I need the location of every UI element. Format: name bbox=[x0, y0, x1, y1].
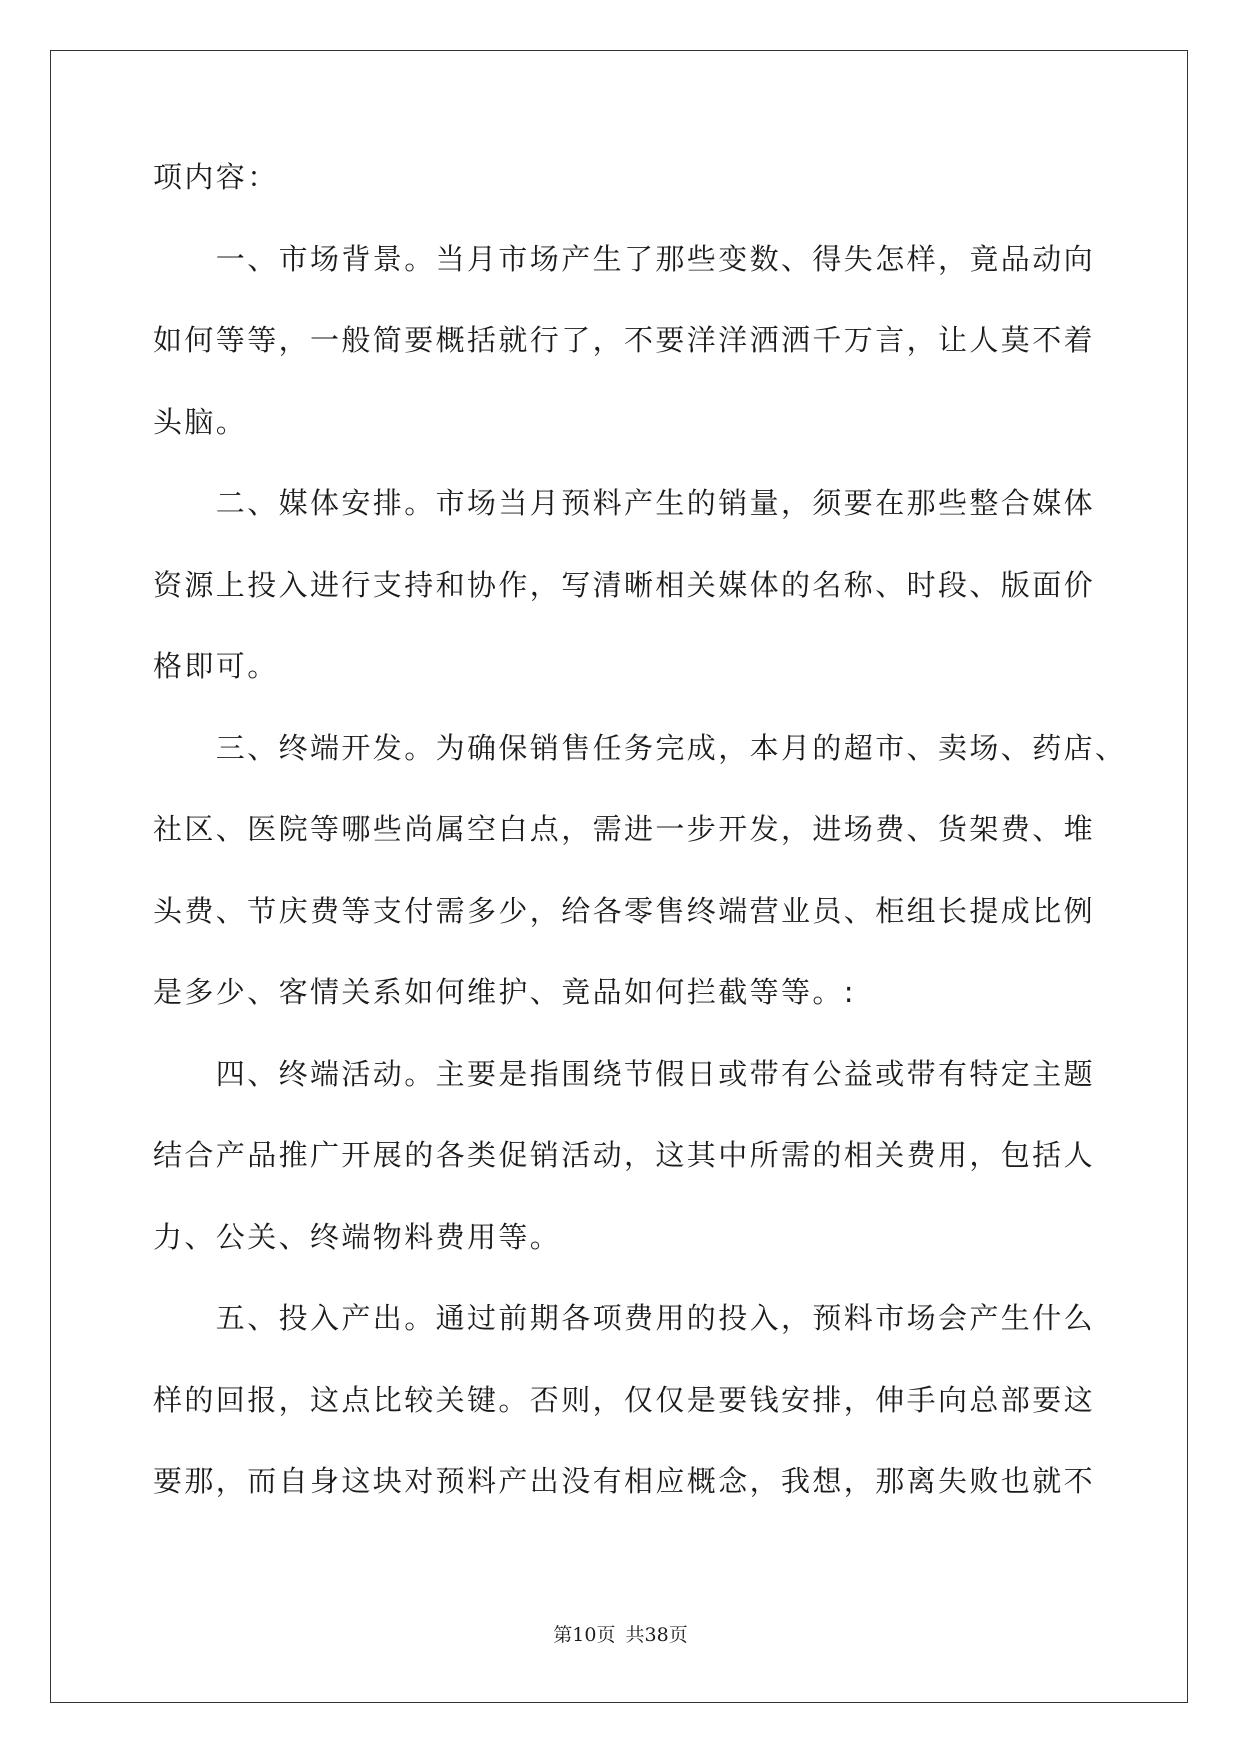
text-line: 格即可。 bbox=[153, 649, 279, 683]
text-line: 社区、医院等哪些尚属空白点，需进一步开发，进场费、货架费、堆 bbox=[153, 812, 1096, 846]
text-line: 二、媒体安排。市场当月预料产生的销量，须要在那些整合媒体 bbox=[153, 486, 1096, 520]
page-total: 共38页 bbox=[625, 1624, 688, 1646]
page-footer bbox=[0, 1620, 1241, 1647]
text-line: 头费、节庆费等支付需多少，给各零售终端营业员、柜组长提成比例 bbox=[153, 893, 1096, 928]
text-line: 四、终端活动。主要是指围绕节假日或带有公益或带有特定主题 bbox=[153, 1056, 1096, 1091]
text-line: 样的回报，这点比较关键。否则，仅仅是要钱安排，伸手向总部要这 bbox=[153, 1382, 1096, 1417]
page-number: 第10页 bbox=[553, 1624, 616, 1646]
text-line: 力、公关、终端物料费用等。 bbox=[153, 1219, 562, 1254]
text-line: 是多少、客情关系如何维护、竟品如何拦截等等。: bbox=[153, 975, 856, 1009]
text-line: 如何等等，一般简要概括就行了，不要洋洋洒洒千万言，让人莫不着 bbox=[153, 323, 1096, 357]
text-line: 项内容： bbox=[153, 160, 279, 194]
text-line: 五、投入产出。通过前期各项费用的投入，预料市场会产生什么 bbox=[153, 1301, 1096, 1335]
text-line: 头脑。 bbox=[153, 404, 248, 439]
text-line: 资源上投入进行支持和协作，写清晰相关媒体的名称、时段、版面价 bbox=[153, 567, 1096, 602]
text-line: 三、终端开发。为确保销售任务完成，本月的超市、卖场、药店、 bbox=[153, 730, 1127, 765]
text-line: 一、市场背景。当月市场产生了那些变数、得失怎样，竟品动向 bbox=[153, 241, 1096, 276]
text-line: 结合产品推广开展的各类促销活动，这其中所需的相关费用，包括人 bbox=[153, 1138, 1096, 1172]
document-body bbox=[153, 160, 1127, 1548]
text-line: 要那，而自身这块对预料产出没有相应概念，我想，那离失败也就不 bbox=[153, 1464, 1096, 1498]
